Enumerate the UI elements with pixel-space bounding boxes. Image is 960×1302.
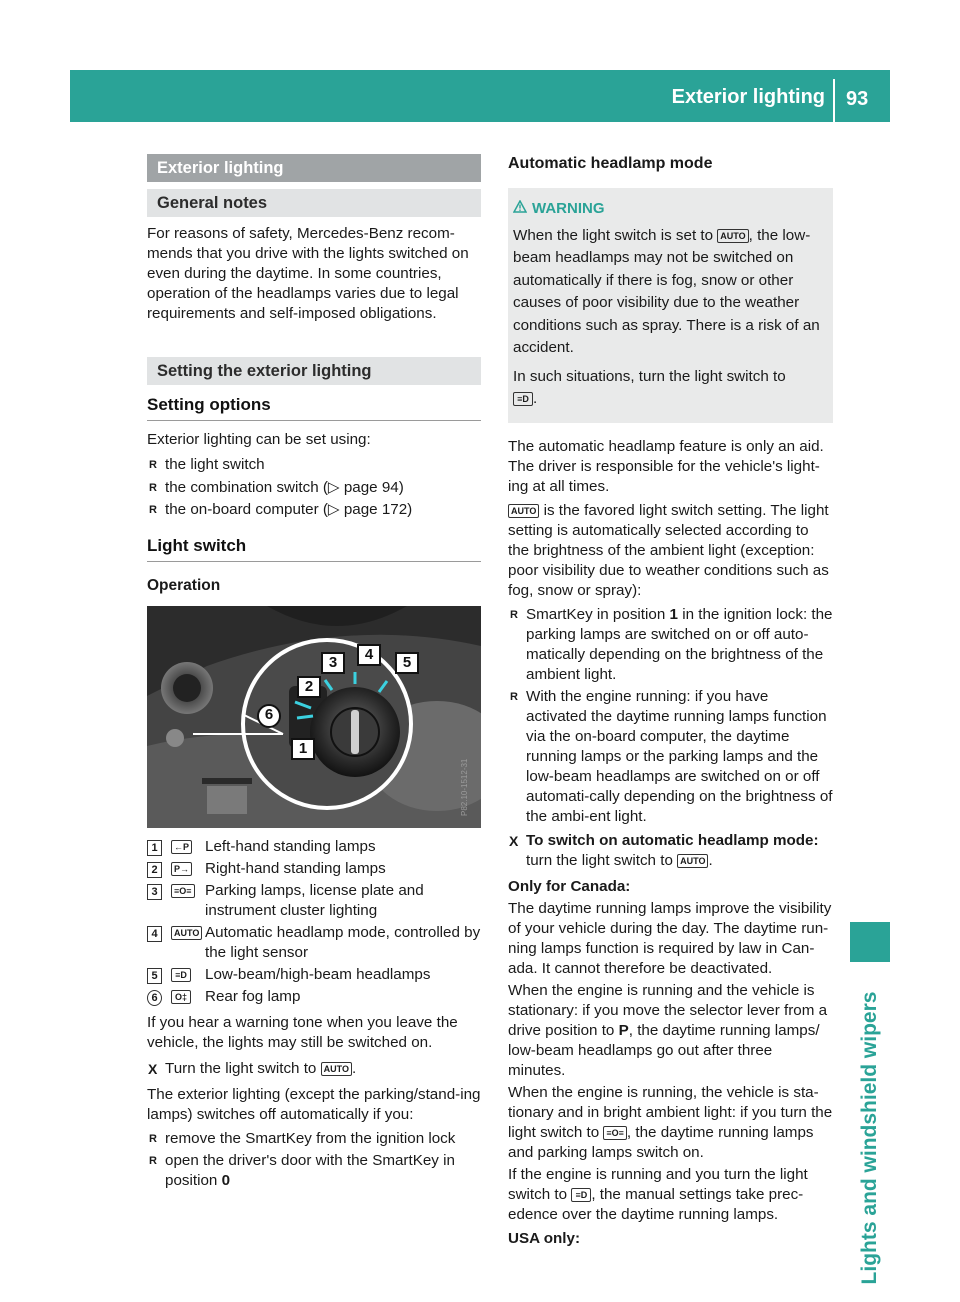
- engine-stationary-text: When the engine is running and the vehicle is stationary: if you move the selector lever from a drive position to P, the daytime running lamps/ low-beam headlamps go out after three minutes.: [508, 981, 828, 1079]
- light-switch-illustration: [147, 606, 481, 828]
- legend-number: 6: [147, 990, 162, 1006]
- warning-text: When the light switch is set to AUTO , the low-beam headlamps may not be switched on automatically if there is fog, snow or other causes of poor visibility due to the weather conditions such as spray. There is a risk of an accident.: [513, 226, 820, 356]
- legend-text: Parking lamps, license plate and instrument cluster lighting: [205, 881, 424, 919]
- auto-headlamp-icon: AUTO: [677, 854, 708, 868]
- legend-number: 5: [147, 968, 162, 984]
- legend-text: Automatic headlamp mode, controlled by the light sensor: [205, 923, 481, 961]
- warning-triangle-icon: [513, 198, 527, 221]
- heading-operation: Operation: [147, 576, 221, 594]
- heading-setting-options: Setting options: [147, 395, 481, 421]
- auto-headlamp-icon: AUTO: [508, 504, 539, 518]
- warning-instruction: In such situations, turn the light switch to ≡D .: [513, 367, 786, 407]
- setting-intro: Exterior lighting can be set using:: [147, 431, 371, 448]
- aid-text: The automatic headlamp feature is only an aid. The driver is responsible for the vehicle's light-ing at all times.: [508, 437, 824, 495]
- parking-lamp-icon: ≡O≡: [171, 884, 195, 898]
- callout-3: 3: [321, 652, 345, 674]
- callout-5: 5: [395, 652, 419, 674]
- callout-4: 4: [357, 644, 381, 666]
- warning-title: WARNING: [513, 198, 827, 221]
- callout-2: 2: [297, 676, 321, 698]
- heading-light-switch: Light switch: [147, 536, 481, 562]
- right-standing-lamp-icon: P→: [171, 862, 192, 876]
- legend-row: [147, 859, 481, 879]
- list-item: R the light switch: [147, 454, 481, 477]
- auto-off-intro: The exterior lighting (except the parking/stand-ing lamps) switches off automatically if you:: [147, 1085, 481, 1123]
- legend-number: 3: [147, 884, 162, 900]
- favored-setting-text: AUTO is the favored light switch setting. The light setting is automatically selected according to the brightness of the ambient light (exception: poor visibility due to weather conditions such as fog, snow or spray):: [508, 501, 829, 599]
- left-standing-lamp-icon: ←P: [171, 840, 192, 854]
- list-item: R open the driver's door with the SmartKey in position 0: [147, 1151, 481, 1191]
- warning-box: [508, 188, 833, 423]
- chapter-label: Lights and windshield wipers: [858, 991, 881, 1285]
- section-title: Exterior lighting: [147, 154, 481, 182]
- auto-headlamp-icon: AUTO: [171, 926, 202, 940]
- legend-text: Left-hand standing lamps: [205, 837, 376, 855]
- legend-text: Low-beam/high-beam headlamps: [205, 965, 431, 983]
- legend-number: 2: [147, 862, 162, 878]
- list-item: [147, 499, 481, 522]
- warning-tone-text: If you hear a warning tone when you leave the vehicle, the lights may still be switched on.: [147, 1013, 458, 1051]
- list-item: R With the engine running: if you have activated the daytime running lamps function via the on-board computer, the daytime running lamps or the parking lamps and the low-beam headlamps are switched on or off automati-cally depending on the brightness of the ambi-ent light.: [508, 687, 833, 827]
- list-item: [147, 477, 481, 500]
- legend-text: Rear fog lamp: [205, 987, 301, 1005]
- auto-headlamp-icon: AUTO: [321, 1062, 352, 1076]
- figure-legend: [147, 837, 481, 1007]
- figure-code: P82.10-1512-31: [460, 758, 469, 816]
- low-beam-icon: ≡D: [571, 1188, 591, 1202]
- rear-fog-lamp-icon: O‡: [171, 990, 191, 1004]
- legend-row: [147, 837, 481, 857]
- right-column: [508, 154, 833, 1249]
- callout-6: 6: [257, 704, 281, 728]
- list-item: R remove the SmartKey from the ignition lock: [147, 1129, 481, 1149]
- link-page-172[interactable]: the on-board computer (▷ page 172): [165, 501, 413, 518]
- page-title: Exterior lighting: [671, 86, 825, 108]
- parking-lamp-icon: ≡O≡: [603, 1126, 627, 1140]
- legend-row: [147, 987, 481, 1007]
- subsection-general-notes: General notes: [147, 189, 481, 217]
- header-divider: [833, 79, 835, 122]
- auto-headlamp-icon: AUTO: [717, 229, 748, 243]
- callout-1: 1: [291, 738, 315, 760]
- heading-usa-only: USA only:: [508, 1229, 580, 1247]
- legend-number: 1: [147, 840, 162, 856]
- canada-text: The daytime running lamps improve the visibility of your vehicle during the day. The daytime run-ning lamps function is required by law in Can-ada. It cannot therefore be deactivated.: [508, 899, 832, 977]
- legend-row: [147, 881, 481, 921]
- low-beam-icon: ≡D: [513, 392, 533, 406]
- general-notes-text: For reasons of safety, Mercedes-Benz recom-mends that you drive with the lights switched on even during the daytime. In some countries, operation of the headlamps varies due to legal requirements and self-imposed obligations.: [147, 225, 469, 322]
- light-switch-figure: [147, 606, 481, 828]
- heading-automatic-headlamp-mode: Automatic headlamp mode: [508, 155, 713, 172]
- step-automatic-headlamp: X To switch on automatic headlamp mode: turn the light switch to AUTO .: [508, 831, 833, 871]
- step-turn-switch-auto: X Turn the light switch to AUTO .: [147, 1059, 481, 1079]
- list-item: R SmartKey in position 1 in the ignition lock: the parking lamps are switched on or off auto-matically depending on the brightness of the ambient light.: [508, 605, 833, 685]
- low-beam-icon: ≡D: [171, 968, 191, 982]
- subsection-setting-lighting: Setting the exterior lighting: [147, 357, 481, 385]
- left-column: [147, 154, 481, 1191]
- position-value: 0: [221, 1171, 231, 1189]
- heading-only-canada: Only for Canada:: [508, 877, 631, 895]
- legend-number: 4: [147, 926, 162, 942]
- manual-settings-text: If the engine is running and you turn the light switch to ≡D , the manual settings take prec-edence over the daytime running lamps.: [508, 1165, 808, 1223]
- legend-row: [147, 965, 481, 985]
- legend-row: [147, 923, 481, 963]
- page-number: 93: [846, 88, 869, 110]
- bright-ambient-text: When the engine is running, the vehicle is sta-tionary and in bright ambient light: if you turn the light switch to ≡O≡ , the daytime running lamps and parking lamps switch on.: [508, 1083, 833, 1161]
- link-page-94[interactable]: the combination switch (▷ page 94): [165, 478, 404, 496]
- chapter-tab: [850, 922, 890, 962]
- legend-text: Right-hand standing lamps: [205, 859, 386, 877]
